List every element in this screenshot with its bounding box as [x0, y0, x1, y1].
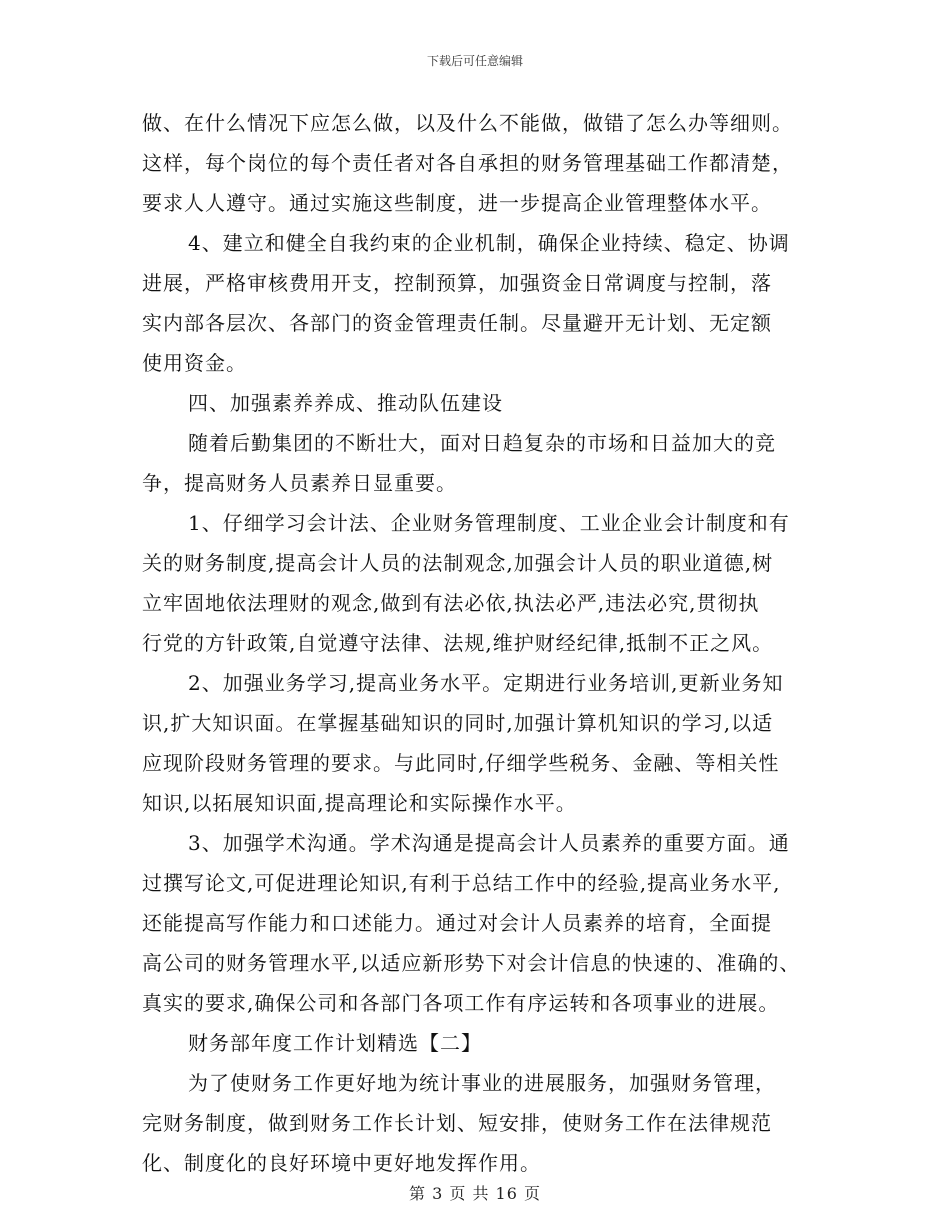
section-heading: 财务部年度工作计划精选【二】: [188, 1031, 482, 1055]
text-line: 知识,以拓展知识面,提高理论和实际操作水平。: [142, 791, 577, 815]
text-line: 随着后勤集团的不断壮大，面对日趋复杂的市场和日益加大的竞: [188, 431, 776, 455]
text-line: 识,扩大知识面。在掌握基础知识的同时,加强计算机知识的学习,以适: [142, 711, 774, 735]
text-line: 2、加强业务学习,提高业务水平。定期进行业务培训,更新业务知: [188, 671, 784, 695]
text-line: 化、制度化的良好环境中更好地发挥作用。: [142, 1151, 541, 1175]
text-line: 做、在什么情况下应怎么做，以及什么不能做，做错了怎么办等细则。: [142, 111, 793, 135]
text-line: 实内部各层次、各部门的资金管理责任制。尽量避开无计划、无定额: [142, 311, 772, 335]
text-line: 关的财务制度,提高会计人员的法制观念,加强会计人员的职业道德,树: [142, 551, 774, 575]
text-line: 争，提高财务人员素养日显重要。: [142, 471, 457, 495]
section-heading: 四、加强素养养成、推动队伍建设: [188, 391, 503, 415]
text-line: 行党的方针政策,自觉遵守法律、法规,维护财经纪律,抵制不正之风。: [142, 631, 774, 655]
text-line: 为了使财务工作更好地为统计事业的进展服务，加强财务管理，: [188, 1071, 776, 1095]
text-line: 还能提高写作能力和口述能力。通过对会计人员素养的培育，全面提: [142, 911, 772, 935]
text-line: 使用资金。: [142, 351, 247, 375]
text-line: 4、建立和健全自我约束的企业机制，确保企业持续、稳定、协调: [188, 231, 790, 255]
text-line: 应现阶段财务管理的要求。与此同时,仔细学些税务、金融、等相关性: [142, 751, 780, 775]
text-line: 高公司的财务管理水平,以适应新形势下对会计信息的快速的、准确的、: [142, 951, 801, 975]
page-header: 下载后可任意编辑: [426, 54, 523, 68]
text-line: 这样，每个岗位的每个责任者对各自承担的财务管理基础工作都清楚，: [142, 151, 793, 175]
text-line: 要求人人遵守。通过实施这些制度，进一步提高企业管理整体水平。: [142, 191, 772, 215]
text-line: 1、仔细学习会计法、企业财务管理制度、工业企业会计制度和有: [188, 511, 790, 535]
text-line: 真实的要求,确保公司和各部门各项工作有序运转和各项事业的进展。: [142, 991, 780, 1015]
page-footer: 第 3 页 共 16 页: [409, 1184, 541, 1203]
text-line: 完财务制度，做到财务工作长计划、短安排，使财务工作在法律规范: [142, 1111, 772, 1135]
text-line: 立牢固地依法理财的观念,做到有法必依,执法必严,违法必究,贯彻执: [142, 591, 760, 615]
text-line: 进展，严格审核费用开支，控制预算，加强资金日常调度与控制，落: [142, 271, 772, 295]
text-line: 3、加强学术沟通。学术沟通是提高会计人员素养的重要方面。通: [188, 831, 790, 855]
text-line: 过撰写论文,可促进理论知识,有利于总结工作中的经验,提高业务水平,: [142, 871, 781, 895]
document-body: [142, 103, 822, 1183]
